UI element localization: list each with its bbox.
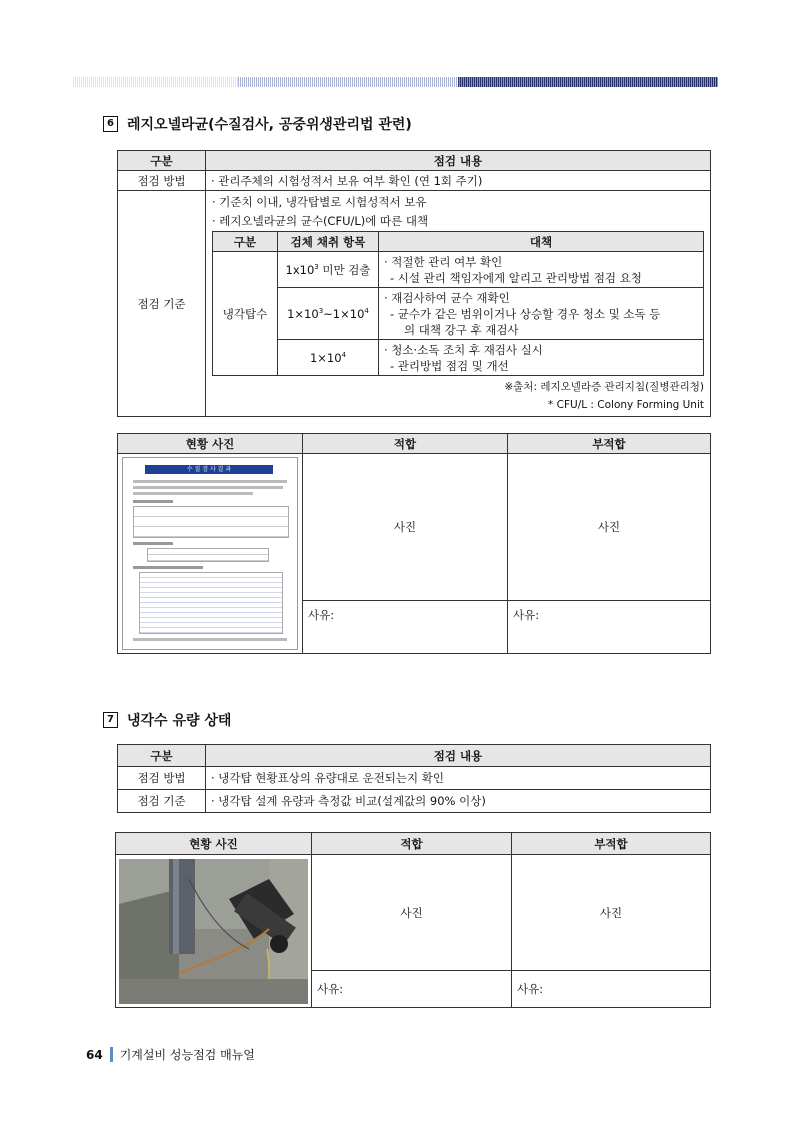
photo-table-flow bbox=[115, 832, 711, 1008]
method-label: 점검 방법 bbox=[118, 171, 206, 191]
unfit-photo-cell: 사진 bbox=[508, 454, 711, 601]
criteria-line: · 기준치 이내, 냉각탑별로 시험성적서 보유 bbox=[212, 195, 427, 209]
action-cell: · 적절한 관리 여부 확인 - 시설 관리 책임자에게 알리고 관리방법 점검 요청 bbox=[379, 252, 704, 288]
criteria-label: 점검 기준 bbox=[118, 790, 206, 813]
inspection-table-flow bbox=[117, 744, 711, 813]
action-cell: · 청소·소독 조치 후 재검사 실시 - 관리방법 점검 및 개선 bbox=[379, 340, 704, 376]
header-fit: 적합 bbox=[312, 833, 512, 855]
fit-reason-cell[interactable]: 사유: bbox=[312, 971, 512, 1008]
current-photo-cell bbox=[118, 454, 303, 654]
source-note: ※출처: 레지오넬라증 관리지침(질병관리청) bbox=[504, 381, 704, 393]
cooling-pipe-photo bbox=[119, 859, 308, 1004]
manual-title: 기계설비 성능점검 매뉴얼 bbox=[119, 1048, 255, 1062]
method-label: 점검 방법 bbox=[118, 767, 206, 790]
criteria-cell bbox=[206, 191, 711, 417]
category-cooling-water: 냉각탑수 bbox=[213, 252, 278, 376]
header-current-photo: 현황 사진 bbox=[118, 434, 303, 454]
cfu-action-table bbox=[212, 231, 704, 376]
report-title-band: 수 질 검 사 결 과 bbox=[145, 465, 273, 474]
fit-reason-cell[interactable]: 사유: bbox=[303, 601, 508, 654]
header-fit: 적합 bbox=[303, 434, 508, 454]
section-6-heading bbox=[103, 114, 412, 134]
fit-photo-cell: 사진 bbox=[303, 454, 508, 601]
unfit-reason-cell[interactable]: 사유: bbox=[512, 971, 711, 1008]
criteria-line: · 레지오넬라균의 균수(CFU/L)에 따른 대책 bbox=[212, 214, 429, 228]
header-decoration-bar bbox=[73, 77, 718, 87]
inner-header-category: 구분 bbox=[213, 232, 278, 252]
section-number-box: 6 bbox=[103, 116, 118, 132]
header-category: 구분 bbox=[118, 745, 206, 767]
header-content: 점검 내용 bbox=[206, 151, 711, 171]
section-title: 레지오넬라균(수질검사, 공중위생관리법 관련) bbox=[127, 117, 412, 133]
water-test-report-image bbox=[122, 457, 298, 650]
method-text: · 냉각탑 현황표상의 유량대로 운전되는지 확인 bbox=[206, 767, 711, 790]
sample-item: $1x10^3$ 미만 검출 bbox=[278, 252, 379, 288]
section-number-box: 7 bbox=[103, 712, 118, 728]
photo-table-legionella bbox=[117, 433, 711, 654]
unfit-photo-cell: 사진 bbox=[512, 855, 711, 971]
header-unfit: 부적합 bbox=[508, 434, 711, 454]
flow-meter-photo-illustration bbox=[119, 859, 308, 1004]
inner-header-item: 검체 채취 항목 bbox=[278, 232, 379, 252]
inspection-table-legionella bbox=[117, 150, 711, 417]
inner-header-action: 대책 bbox=[379, 232, 704, 252]
header-category: 구분 bbox=[118, 151, 206, 171]
action-cell: · 재검사하여 균수 재확인 - 균수가 같은 범위이거나 상승할 경우 청소 및 소독 등 의 대책 강구 후 재검사 bbox=[379, 288, 704, 340]
header-content: 점검 내용 bbox=[206, 745, 711, 767]
page-number: 64 bbox=[86, 1047, 103, 1062]
page-footer bbox=[86, 1046, 255, 1063]
sample-item: $1\times 10^4$ bbox=[278, 340, 379, 376]
header-current-photo: 현황 사진 bbox=[116, 833, 312, 855]
section-7-heading bbox=[103, 710, 231, 730]
section-title: 냉각수 유량 상태 bbox=[127, 713, 232, 729]
criteria-label: 점검 기준 bbox=[118, 191, 206, 417]
unfit-reason-cell[interactable]: 사유: bbox=[508, 601, 711, 654]
cfu-note: * CFU/L : Colony Forming Unit bbox=[548, 399, 704, 411]
sample-item: $1\times 10^3\sim 1\times 10^4$ bbox=[278, 288, 379, 340]
method-text: · 관리주체의 시험성적서 보유 여부 확인 (연 1회 주기) bbox=[206, 171, 711, 191]
footer-separator bbox=[110, 1047, 113, 1062]
fit-photo-cell: 사진 bbox=[312, 855, 512, 971]
current-photo-cell bbox=[116, 855, 312, 1008]
criteria-text: · 냉각탑 설계 유량과 측정값 비교(설계값의 90% 이상) bbox=[206, 790, 711, 813]
header-unfit: 부적합 bbox=[512, 833, 711, 855]
